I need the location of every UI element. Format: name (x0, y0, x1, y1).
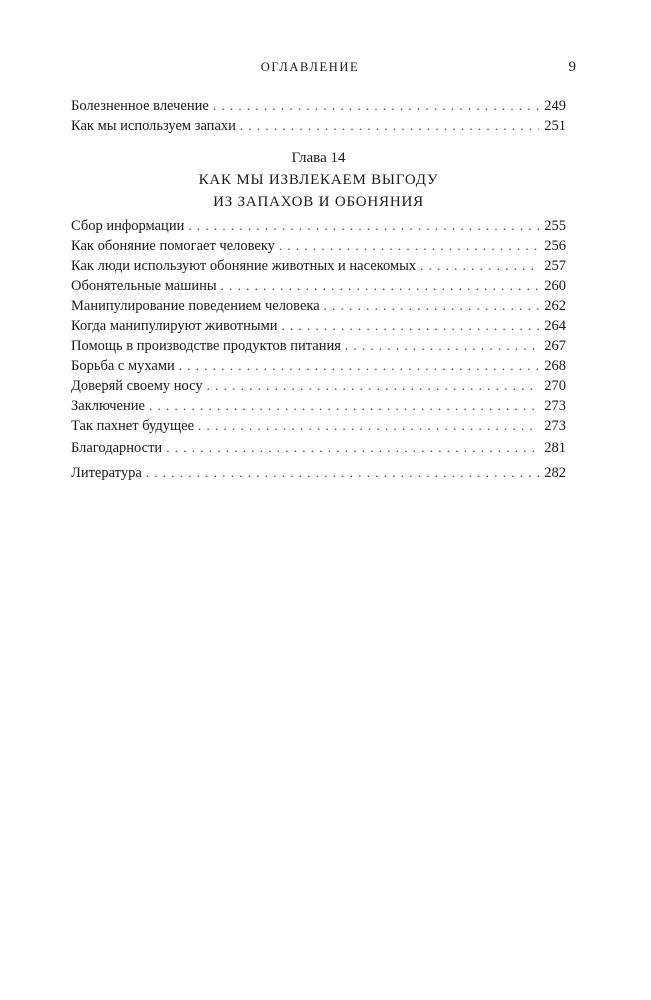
toc-entry-page: 257 (544, 258, 566, 274)
dot-leader (420, 256, 539, 276)
dot-leader (213, 96, 539, 116)
toc-entry[interactable] (71, 438, 566, 458)
toc-entry-title: Борьба с мухами (71, 358, 175, 374)
toc-entry[interactable] (71, 236, 566, 256)
toc-entry-title: Как мы используем запахи (71, 118, 236, 134)
toc-entry[interactable] (71, 296, 566, 316)
dot-leader (207, 376, 540, 396)
toc-entry[interactable] (71, 376, 566, 396)
toc-entry[interactable] (71, 336, 566, 356)
dot-leader (198, 416, 539, 436)
toc-entry-page: 260 (544, 278, 566, 294)
running-title: ОГЛАВЛЕНИЕ (260, 60, 360, 74)
chapter-heading (71, 148, 566, 213)
toc-entry-title: Когда манипулируют животными (71, 318, 278, 334)
dot-leader (324, 296, 540, 316)
toc-entry-page: 282 (544, 465, 566, 481)
toc-entry-title: Как люди используют обоняние животных и насекомых (71, 258, 417, 274)
toc-entry-title: Так пахнет будущее (71, 418, 195, 434)
toc-entry[interactable] (71, 316, 566, 336)
toc-entry-title: Манипулирование поведением человека (71, 298, 320, 314)
toc-entry-title: Как обоняние помогает человеку (71, 238, 275, 254)
toc-section-previous-chapter (71, 96, 566, 136)
toc-entry[interactable] (71, 396, 566, 416)
toc-entry[interactable] (71, 356, 566, 376)
dot-leader (279, 236, 539, 256)
dot-leader (345, 336, 539, 356)
dot-leader (179, 356, 539, 376)
toc-entry-page: 267 (544, 338, 566, 354)
toc-entry[interactable] (71, 256, 566, 276)
dot-leader (188, 216, 539, 236)
toc-entry-title: Заключение (71, 398, 145, 414)
toc-entry-page: 281 (544, 440, 566, 456)
toc-entry-page: 251 (544, 118, 566, 134)
toc-entry-title: Болезненное влечение (71, 98, 209, 114)
toc-entry-page: 249 (544, 98, 566, 114)
page-number: 9 (568, 59, 576, 75)
toc-section-chapter-14 (71, 216, 566, 436)
toc-entry-page: 255 (544, 218, 566, 234)
toc-entry-page: 256 (544, 238, 566, 254)
toc-entry-page: 262 (544, 298, 566, 314)
dot-leader (221, 276, 540, 296)
toc-entry-page: 264 (544, 318, 566, 334)
toc-entry[interactable] (71, 96, 566, 116)
toc-entry[interactable] (71, 463, 566, 483)
dot-leader (149, 396, 539, 416)
toc-entry-title: Сбор информации (71, 218, 185, 234)
toc-entry-page: 273 (544, 418, 566, 434)
toc-entry-title: Обонятельные машины (71, 278, 217, 294)
toc-entry-page: 270 (544, 378, 566, 394)
chapter-title-line-1: КАК МЫ ИЗВЛЕКАЕМ ВЫГОДУ (198, 172, 439, 188)
toc-entry-page: 273 (544, 398, 566, 414)
dot-leader (282, 316, 540, 336)
toc-entry-title: Благодарности (71, 440, 163, 456)
toc-entry-page: 268 (544, 358, 566, 374)
toc-entry[interactable] (71, 216, 566, 236)
chapter-title-line-2: ИЗ ЗАПАХОВ И ОБОНЯНИЯ (213, 194, 424, 210)
toc-entry[interactable] (71, 276, 566, 296)
chapter-label: Глава 14 (291, 150, 346, 166)
toc-entry-title: Доверяй своему носу (71, 378, 203, 394)
dot-leader (146, 463, 539, 483)
dot-leader (166, 438, 539, 458)
toc-entry-title: Литература (71, 465, 142, 481)
toc-entry[interactable] (71, 116, 566, 136)
toc-entry[interactable] (71, 416, 566, 436)
toc-entry-title: Помощь в производстве продуктов питания (71, 338, 341, 354)
toc-section-back-matter (71, 438, 566, 483)
dot-leader (240, 116, 539, 136)
running-head (0, 60, 651, 80)
